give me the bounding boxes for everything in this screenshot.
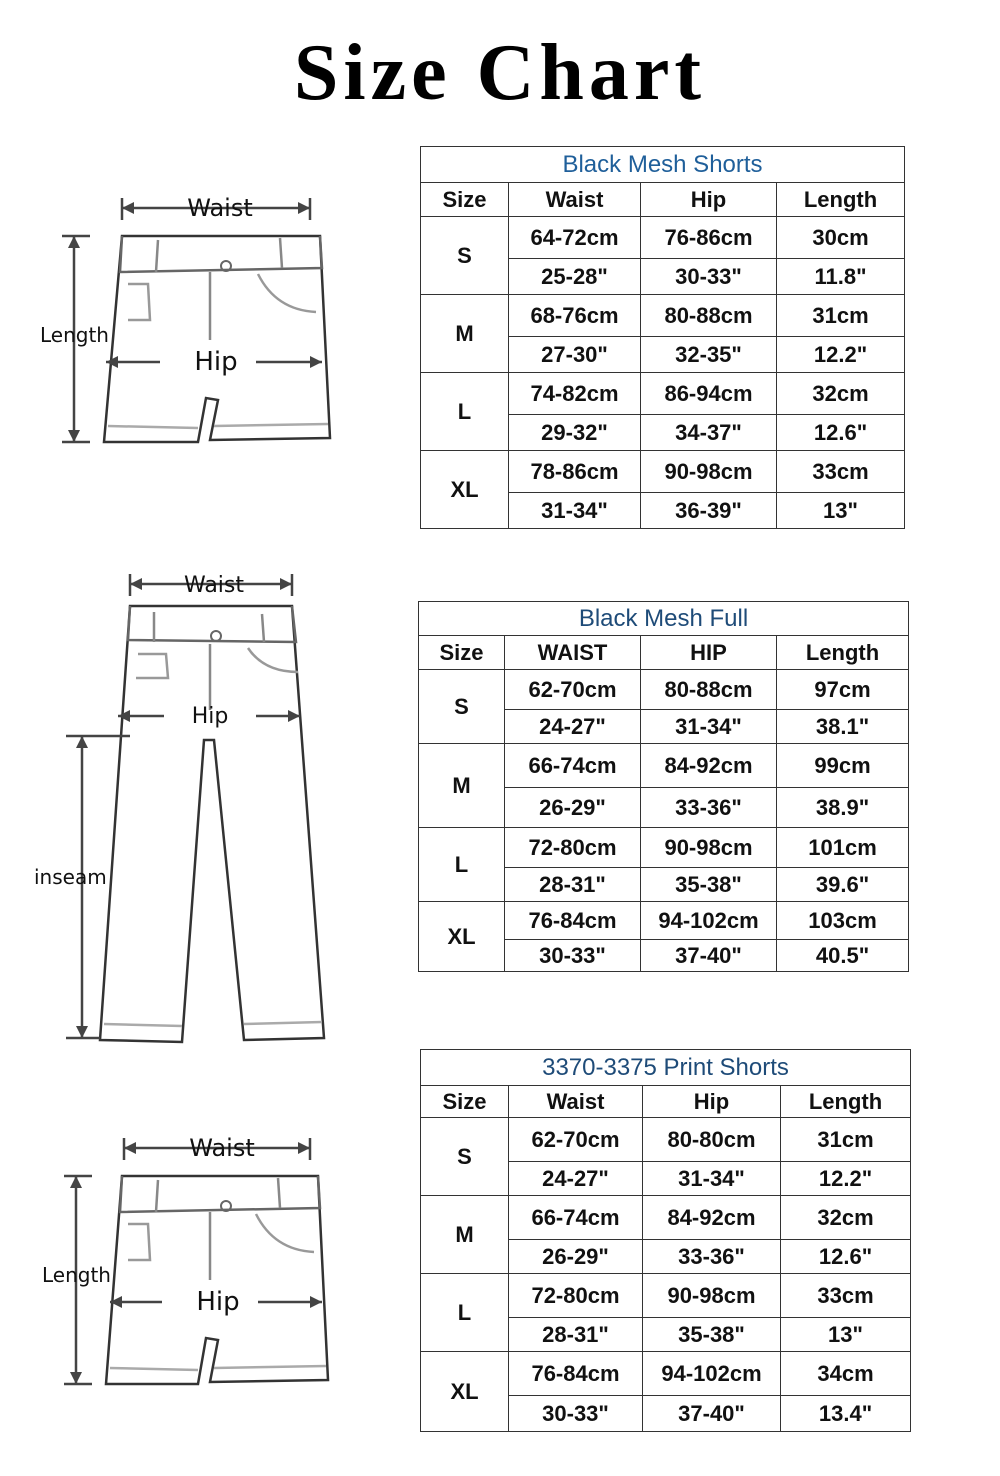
length-cm: 33cm <box>781 1274 911 1318</box>
hip-in: 37-40" <box>641 940 777 972</box>
waist-in: 25-28" <box>509 259 641 295</box>
waist-cm: 74-82cm <box>509 373 641 415</box>
hip-cm: 80-88cm <box>641 295 777 337</box>
size-cell: L <box>419 828 505 902</box>
length-in: 38.1" <box>777 710 909 744</box>
length-in: 13" <box>781 1318 911 1352</box>
waist-in: 27-30" <box>509 337 641 373</box>
header-size: Size <box>419 636 505 670</box>
hip-in: 31-34" <box>643 1162 781 1196</box>
waist-in: 30-33" <box>505 940 641 972</box>
table-row <box>419 670 909 710</box>
table-row <box>421 1118 911 1162</box>
length-cm: 32cm <box>777 373 905 415</box>
length-in: 12.6" <box>781 1240 911 1274</box>
length-in: 40.5" <box>777 940 909 972</box>
header-waist: Waist <box>509 183 641 217</box>
hip-in: 33-36" <box>641 788 777 828</box>
size-cell: XL <box>421 1352 509 1432</box>
hip-cm: 84-92cm <box>641 744 777 788</box>
length-in: 12.6" <box>777 415 905 451</box>
size-cell: S <box>421 1118 509 1196</box>
waist-in: 29-32" <box>509 415 641 451</box>
header-length: Length <box>777 636 909 670</box>
hip-in: 36-39" <box>641 493 777 529</box>
waist-cm: 66-74cm <box>509 1196 643 1240</box>
length-in: 38.9" <box>777 788 909 828</box>
waist-in: 26-29" <box>509 1240 643 1274</box>
header-length: Length <box>777 183 905 217</box>
length-cm: 101cm <box>777 828 909 868</box>
size-cell: M <box>421 295 509 373</box>
waist-cm: 64-72cm <box>509 217 641 259</box>
full-pants-illustration <box>30 560 350 1050</box>
waist-in: 28-31" <box>505 868 641 902</box>
hip-cm: 80-80cm <box>643 1118 781 1162</box>
hip-in: 35-38" <box>643 1318 781 1352</box>
size-cell: L <box>421 373 509 451</box>
hip-cm: 84-92cm <box>643 1196 781 1240</box>
waist-in: 28-31" <box>509 1318 643 1352</box>
table-title: 3370-3375 Print Shorts <box>421 1050 911 1086</box>
hip-cm: 90-98cm <box>643 1274 781 1318</box>
length-cm: 33cm <box>777 451 905 493</box>
header-size: Size <box>421 183 509 217</box>
waist-cm: 62-70cm <box>509 1118 643 1162</box>
waist-cm: 66-74cm <box>505 744 641 788</box>
print-shorts-illustration <box>30 1120 350 1400</box>
waist-in: 31-34" <box>509 493 641 529</box>
waist-in: 24-27" <box>509 1162 643 1196</box>
hip-cm: 76-86cm <box>641 217 777 259</box>
hip-label: Hip <box>194 347 238 377</box>
table-row <box>419 828 909 868</box>
waist-cm: 76-84cm <box>505 902 641 940</box>
table-row <box>421 1352 911 1396</box>
length-label: Length <box>42 1263 111 1287</box>
waist-in: 30-33" <box>509 1396 643 1432</box>
hip-in: 33-36" <box>643 1240 781 1274</box>
length-cm: 97cm <box>777 670 909 710</box>
length-cm: 34cm <box>781 1352 911 1396</box>
header-length: Length <box>781 1086 911 1118</box>
length-cm: 32cm <box>781 1196 911 1240</box>
hip-cm: 86-94cm <box>641 373 777 415</box>
table-row <box>421 217 905 259</box>
hip-cm: 90-98cm <box>641 828 777 868</box>
size-cell: XL <box>421 451 509 529</box>
shorts-illustration <box>30 180 350 460</box>
hip-in: 35-38" <box>641 868 777 902</box>
hip-in: 30-33" <box>641 259 777 295</box>
size-cell: S <box>419 670 505 744</box>
waist-cm: 72-80cm <box>509 1274 643 1318</box>
hip-cm: 94-102cm <box>643 1352 781 1396</box>
waist-label: Waist <box>187 194 253 222</box>
table-row <box>421 451 905 493</box>
size-cell: XL <box>419 902 505 972</box>
shorts-diagram <box>30 180 350 460</box>
size-cell: M <box>421 1196 509 1274</box>
header-waist: WAIST <box>505 636 641 670</box>
black-mesh-shorts-table <box>420 146 905 529</box>
header-hip: HIP <box>641 636 777 670</box>
size-cell: L <box>421 1274 509 1352</box>
length-cm: 31cm <box>777 295 905 337</box>
print-shorts-diagram <box>30 1120 350 1400</box>
size-cell: M <box>419 744 505 828</box>
hip-in: 31-34" <box>641 710 777 744</box>
header-hip: Hip <box>643 1086 781 1118</box>
header-size: Size <box>421 1086 509 1118</box>
waist-cm: 72-80cm <box>505 828 641 868</box>
waist-cm: 62-70cm <box>505 670 641 710</box>
length-cm: 103cm <box>777 902 909 940</box>
hip-in: 34-37" <box>641 415 777 451</box>
length-in: 12.2" <box>777 337 905 373</box>
hip-label: Hip <box>191 704 229 729</box>
table-row <box>419 902 909 940</box>
waist-label: Waist <box>189 1134 255 1162</box>
length-cm: 30cm <box>777 217 905 259</box>
length-cm: 99cm <box>777 744 909 788</box>
hip-cm: 90-98cm <box>641 451 777 493</box>
page-title: Size Chart <box>293 29 707 117</box>
full-pants-diagram <box>30 560 350 1050</box>
header-waist: Waist <box>509 1086 643 1118</box>
hip-label: Hip <box>196 1287 240 1317</box>
table-row <box>421 295 905 337</box>
length-in: 39.6" <box>777 868 909 902</box>
length-in: 11.8" <box>777 259 905 295</box>
table-row <box>421 1274 911 1318</box>
length-label: Length <box>40 323 109 347</box>
table-title: Black Mesh Shorts <box>421 147 905 183</box>
hip-in: 32-35" <box>641 337 777 373</box>
waist-in: 26-29" <box>505 788 641 828</box>
length-cm: 31cm <box>781 1118 911 1162</box>
waist-label: Waist <box>183 573 245 598</box>
print-shorts-table <box>420 1049 911 1432</box>
table-row <box>421 373 905 415</box>
size-cell: S <box>421 217 509 295</box>
length-in: 12.2" <box>781 1162 911 1196</box>
waist-cm: 68-76cm <box>509 295 641 337</box>
table-row <box>421 1196 911 1240</box>
hip-in: 37-40" <box>643 1396 781 1432</box>
hip-cm: 94-102cm <box>641 902 777 940</box>
inseam-label: inseam <box>34 865 107 889</box>
table-title: Black Mesh Full <box>419 602 909 636</box>
waist-cm: 78-86cm <box>509 451 641 493</box>
header-hip: Hip <box>641 183 777 217</box>
black-mesh-full-table <box>418 601 909 972</box>
length-in: 13" <box>777 493 905 529</box>
length-in: 13.4" <box>781 1396 911 1432</box>
hip-cm: 80-88cm <box>641 670 777 710</box>
waist-in: 24-27" <box>505 710 641 744</box>
waist-cm: 76-84cm <box>509 1352 643 1396</box>
table-row <box>419 744 909 788</box>
